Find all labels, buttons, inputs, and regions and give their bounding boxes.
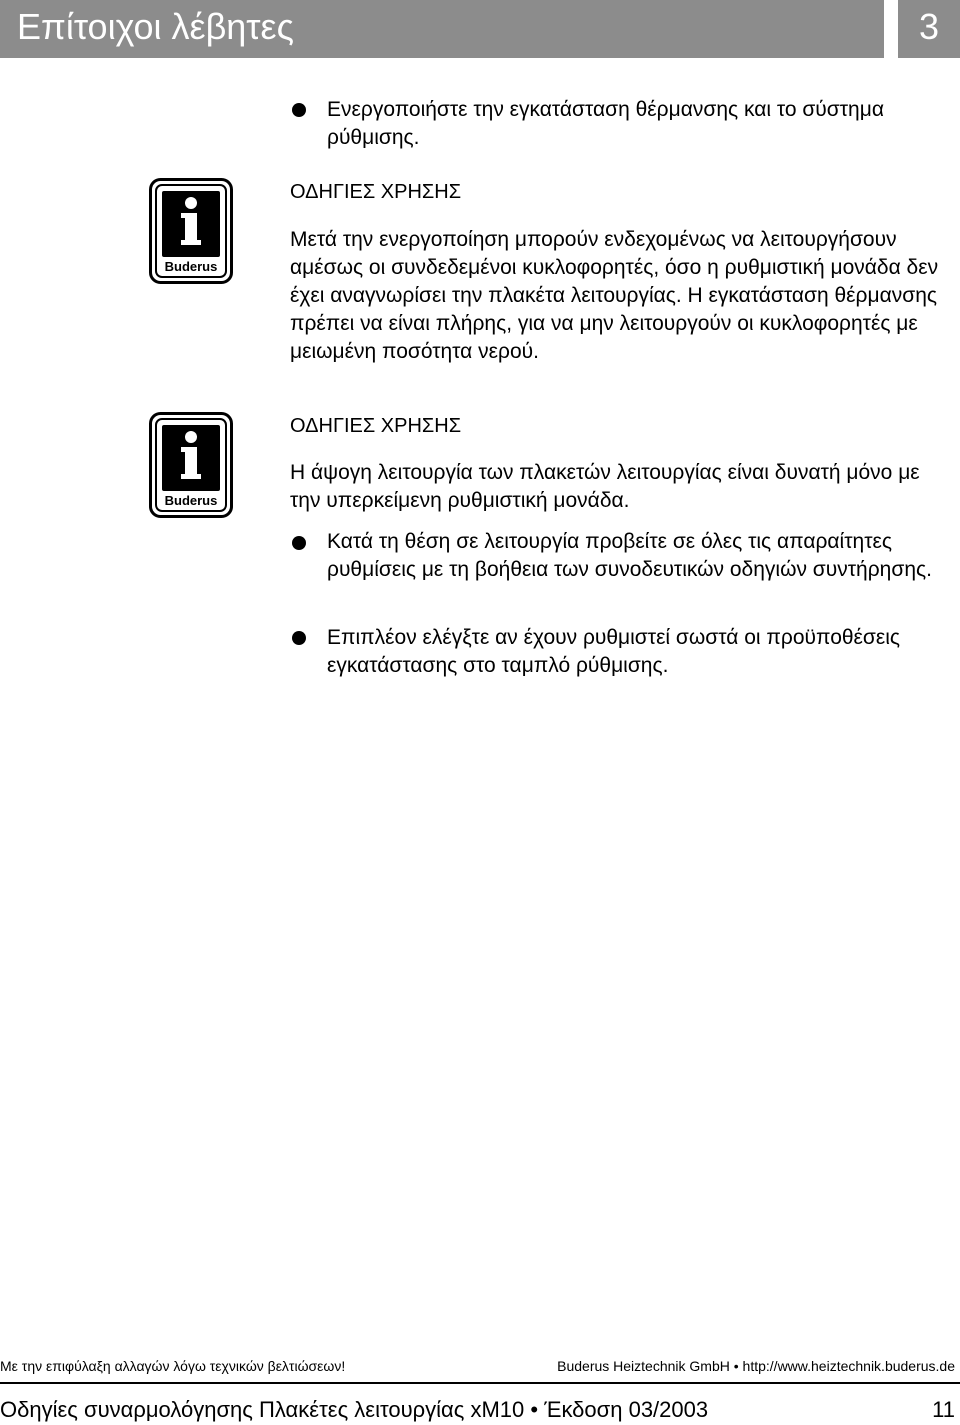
notice2-text: Η άψογη λειτουργία των πλακετών λειτουργίας είναι δυνατή μόνο με την υπερκείμενη ρυθμιστική μονάδα. [290, 461, 920, 512]
page-number: 11 [932, 1397, 955, 1422]
chapter-number-box [898, 0, 960, 58]
notice1-heading: ΟΔΗΓΙΕΣ ΧΡΗΣΗΣ [290, 181, 462, 203]
notice2-heading: ΟΔΗΓΙΕΣ ΧΡΗΣΗΣ [290, 415, 462, 437]
list-item: Κατά τη θέση σε λειτουργία προβείτε σε όλες τις απαραίτητες ρυθμίσεις με τη βοήθεια των συνοδευτικών οδηγιών συντήρησης. [327, 530, 932, 581]
list-item: Επιπλέον ελέγξτε αν έχουν ρυθμιστεί σωστά οι προϋποθέσεις εγκατάστασης στο ταμπλό ρύθμισης. [327, 626, 901, 677]
intro-bullet-text: Ενεργοποιήστε την εγκατάσταση θέρμανσης και το σύστημα ρύθμισης. [327, 98, 884, 149]
bullet-dot [292, 536, 306, 550]
notice2-icon-logo: Buderus [164, 493, 218, 508]
footer-company: Buderus Heiztechnik GmbH • http://www.heiztechnik.buderus.de [557, 1358, 955, 1374]
bullet-dot [292, 631, 306, 645]
footer-divider [0, 1382, 960, 1384]
bullet-dot [292, 103, 306, 117]
info-icon [149, 412, 233, 518]
notice1-text: Μετά την ενεργοποίηση μπορούν ενδεχομένως να λειτουργήσουν αμέσως οι συνδεδεμένοι κυκλοφορητές, όσο η ρυθμιστική μονάδα δεν έχει αναγνωρίσει την πλακέτα λειτουργίας. Η εγκατάσταση θέρμανσης πρέπει να είναι πλήρης, για να μην λειτουργούν οι κυκλοφορητές με μειωμένη ποσότητα νερού. [290, 228, 939, 363]
chapter-header [0, 0, 884, 58]
info-icon [149, 178, 233, 284]
chapter-number: 3 [918, 6, 940, 47]
footer-document-title: Οδηγίες συναρμολόγησης Πλακέτες λειτουργίας xM10 • Έκδοση 03/2003 [0, 1397, 709, 1422]
notice1-icon-logo: Buderus [164, 259, 218, 274]
footer-disclaimer: Με την επιφύλαξη αλλαγών λόγω τεχνικών βελτιώσεων! [0, 1358, 346, 1374]
chapter-title: Επίτοιχοι λέβητες [17, 6, 294, 47]
